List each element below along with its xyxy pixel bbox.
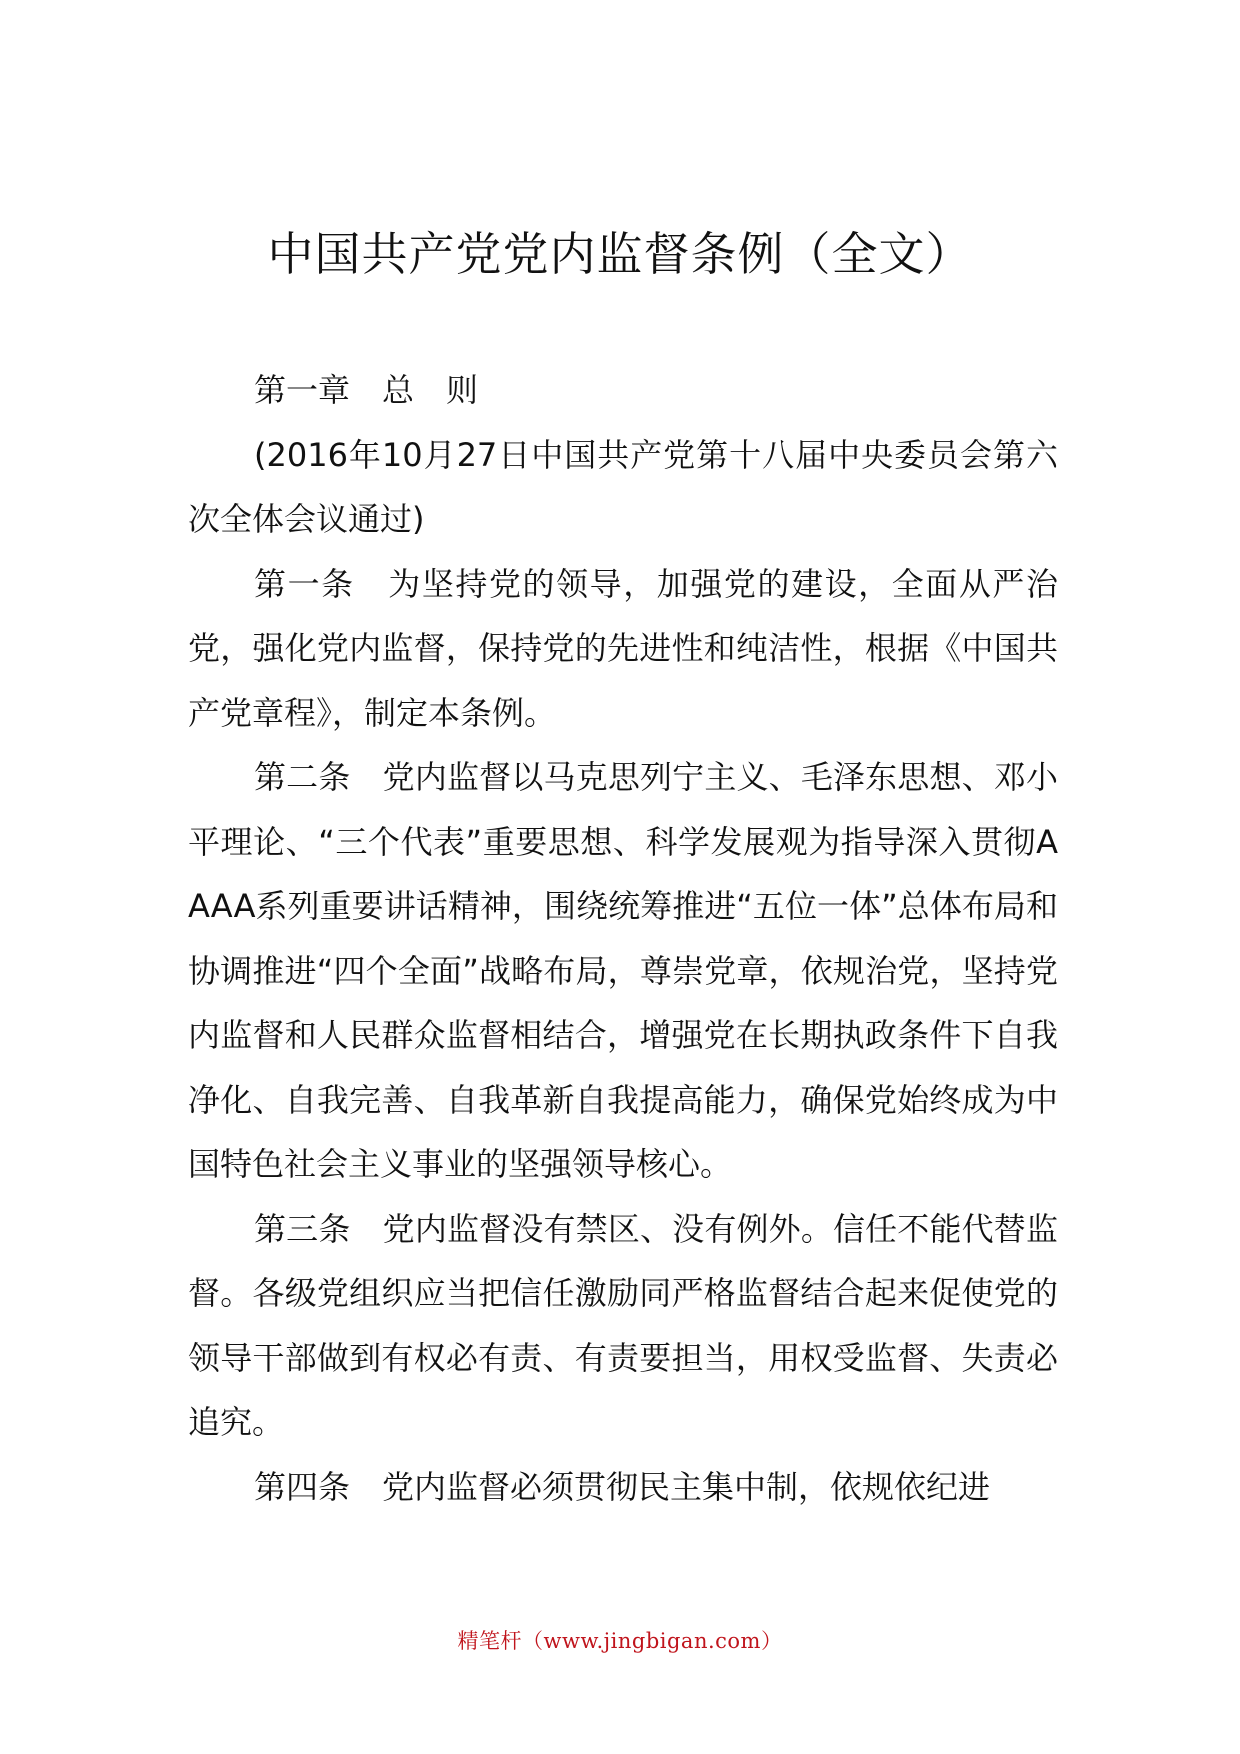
article-gap <box>351 1210 383 1248</box>
article-2-number: 第二条 <box>254 758 351 796</box>
article-gap <box>355 565 389 603</box>
article-2 <box>188 745 1058 1197</box>
article-1-text: 为坚持党的领导，加强党的建设，全面从严治党，强化党内监督，保持党的先进性和纯洁性，根据《中国共产党章程》，制定本条例。 <box>188 564 1058 732</box>
article-4-number: 第四条 <box>254 1467 351 1506</box>
article-gap <box>350 1468 382 1506</box>
document-title: 中国共产党党内监督条例（全文） <box>267 227 973 281</box>
article-3-text: 党内监督没有禁区、没有例外。信任不能代替监督。各级党组织应当把信任激励同严格监督结合起来促使党的领导干部做到有权必有责、有责要担当，用权受监督、失责必追究。 <box>188 1209 1058 1441</box>
adoption-note-text: (2016年10月27日中国共产党第十八届中央委员会第六次全体会议通过) <box>188 435 1058 538</box>
adoption-note <box>188 423 1058 552</box>
article-4 <box>188 1455 1058 1520</box>
article-1 <box>188 552 1058 746</box>
article-gap <box>351 758 383 796</box>
chapter-heading: 第一章 总 则 <box>254 371 479 409</box>
article-3 <box>188 1197 1058 1455</box>
article-4-text: 党内监督必须贯彻民主集中制，依规依纪进 <box>382 1467 991 1506</box>
article-1-number: 第一条 <box>254 564 355 603</box>
document-body <box>188 358 1058 1519</box>
footer-watermark: 精笔杆（www.jingbigan.com） <box>457 1629 783 1653</box>
article-3-number: 第三条 <box>254 1209 351 1248</box>
article-2-text: 党内监督以马克思列宁主义、毛泽东思想、邓小平理论、“三个代表”重要思想、科学发展观为指导深入贯彻AAAA系列重要讲话精神，围绕统筹推进“五位一体”总体布局和协调推进“四个全面”战略布局，尊崇党章，依规治党，坚持党内监督和人民群众监督相结合，增强党在长期执政条件下自我净化、自我完善、自我革新自我提高能力，确保党始终成为中国特色社会主义事业的坚强领导核心。 <box>188 758 1058 1183</box>
